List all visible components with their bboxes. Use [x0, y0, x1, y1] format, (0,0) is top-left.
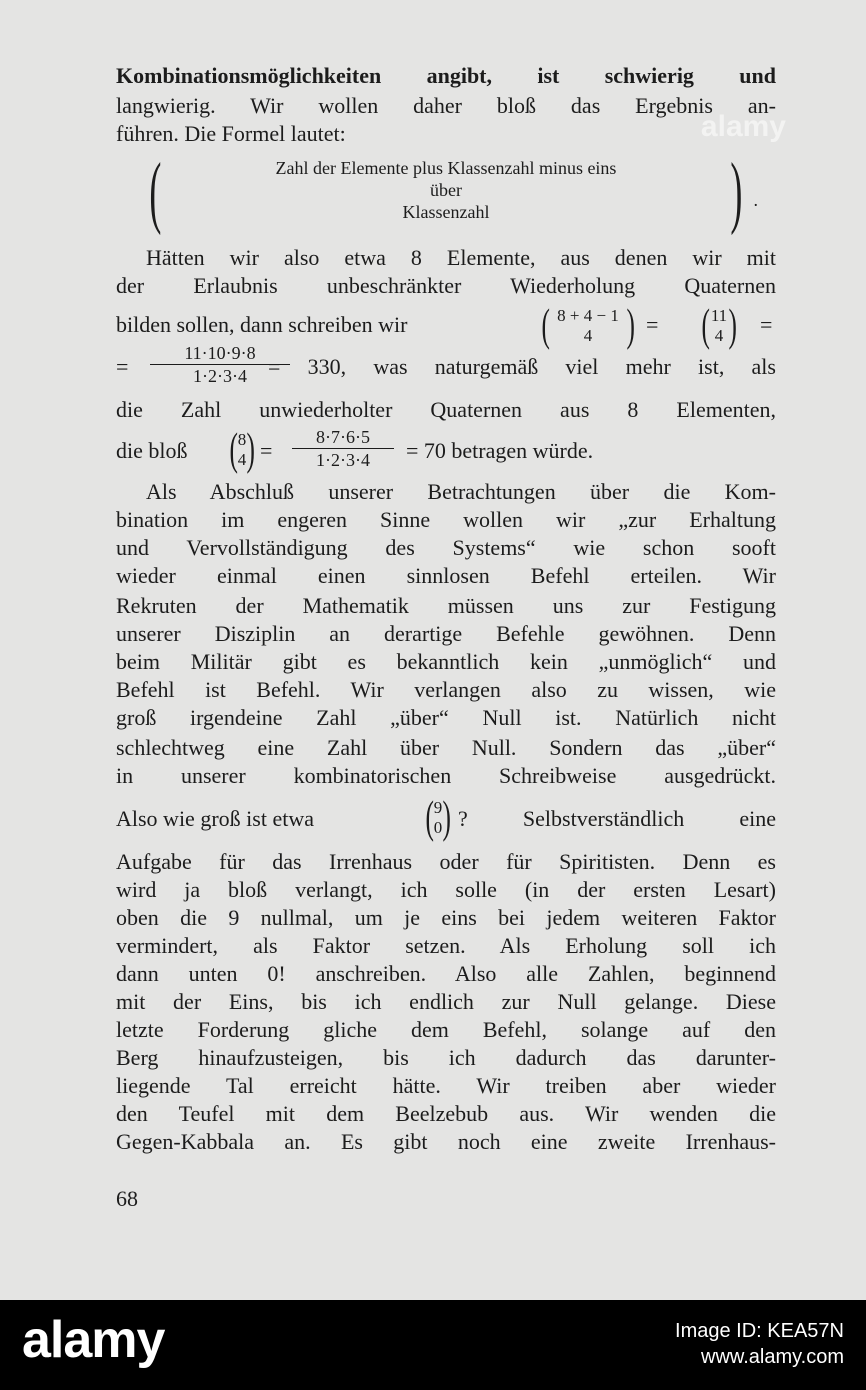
eq2-text: = 330, was naturgemäß viel mehr ist, als	[268, 354, 776, 379]
binomial-9-over-0: ( 9 0 )	[425, 791, 451, 842]
page-number: 68	[116, 1186, 138, 1211]
binomial-11-over-4: ( 11 4 )	[701, 299, 737, 350]
left-paren: (	[149, 148, 162, 236]
text-line: vermindert, als Faktor setzen. Als Erholung soll ich	[116, 933, 776, 958]
text-line: beim Militär gibt es bekanntlich kein „unmöglich“ und	[116, 649, 776, 674]
text-line: langwierig. Wir wollen daher bloß das Ergebnis an-	[116, 93, 776, 118]
binomial-8-over-4: ( 8 4 )	[229, 423, 255, 474]
image-id: Image ID: KEA57N	[675, 1320, 844, 1342]
eq1-text: bilden sollen, dann schreiben wir	[116, 312, 408, 337]
text-line: dann unten 0! anschreiben. Also alle Zahlen, beginnend	[116, 961, 776, 986]
text-line: wieder einmal einen sinnlosen Befehl erteilen. Wir	[116, 563, 776, 588]
eq4-text-end: ? Selbstverständlich eine	[458, 806, 776, 831]
equation-row-1	[116, 299, 776, 350]
text-line: schlechtweg eine Zahl über Null. Sondern das „über“	[116, 735, 776, 760]
formula-line-2: über	[430, 180, 462, 200]
text-line: Kombinationsmöglichkeiten angibt, ist schwierig und	[116, 63, 776, 88]
binom-top: 9	[433, 798, 443, 817]
formula-block	[149, 148, 758, 236]
text-line: den Teufel mit dem Beelzebub aus. Wir wenden die	[116, 1101, 776, 1126]
text-line: liegende Tal erreicht hätte. Wir treiben aber wieder	[116, 1073, 776, 1098]
text-line: letzte Forderung gliche dem Befehl, solange auf den	[116, 1017, 776, 1042]
equation-row-2	[116, 342, 776, 390]
binomial-8-4-1-over-4: ( 8 + 4 − 1 4 )	[541, 299, 635, 350]
fraction-numerator: 11·10·9·8	[150, 342, 290, 365]
equals-sign: =	[116, 354, 129, 379]
text-line: Hätten wir also etwa 8 Elemente, aus denen wir mit	[146, 245, 776, 270]
binom-bottom: 4	[714, 326, 724, 345]
binom-top: 11	[710, 306, 728, 325]
text-line: in unserer kombinatorischen Schreibweise ausgedrückt.	[116, 763, 776, 788]
binom-bottom: 4	[237, 450, 247, 469]
text-line: und Vervollständigung des Systems“ wie schon sooft	[116, 535, 776, 560]
image-id-block	[675, 1318, 844, 1370]
equals-sign: =	[260, 438, 273, 463]
alamy-logo: alamy	[22, 1311, 165, 1369]
text-line: unserer Disziplin an derartige Befehle gewöhnen. Denn	[116, 621, 776, 646]
equation-row-4	[116, 791, 776, 844]
binom-top: 8	[237, 430, 247, 449]
right-paren: )	[730, 148, 743, 236]
fraction-8-7-6-5	[292, 426, 394, 471]
watermark: alamy	[700, 110, 786, 143]
equals-sign: =	[760, 312, 773, 337]
eq4-text-start: Also wie groß ist etwa	[116, 806, 314, 831]
equation-row-3	[116, 423, 776, 474]
binom-bottom: 4	[583, 326, 593, 345]
text-line: der Erlaubnis unbeschränkter Wiederholung Quaternen	[116, 273, 776, 298]
binom-bottom: 0	[433, 818, 443, 837]
eq3-text-start: die bloß	[116, 438, 188, 463]
text-line: mit der Eins, bis ich endlich zur Null gelange. Diese	[116, 989, 776, 1014]
text-line: Befehl ist Befehl. Wir verlangen also zu wissen, wie	[116, 677, 776, 702]
text-line: die Zahl unwiederholter Quaternen aus 8 Elementen,	[116, 397, 776, 422]
binom-top: 8 + 4 − 1	[557, 306, 619, 325]
text-line: führen. Die Formel lautet:	[116, 121, 346, 146]
text-line: oben die 9 nullmal, um je eins bei jedem weiteren Faktor	[116, 905, 776, 930]
text-line: bination im engeren Sinne wollen wir „zur Erhaltung	[116, 507, 776, 532]
equals-sign: =	[646, 312, 659, 337]
site-url: www.alamy.com	[701, 1346, 844, 1368]
text-line: Aufgabe für das Irrenhaus oder für Spiritisten. Denn es	[116, 849, 776, 874]
eq3-text-end: = 70 betragen würde.	[406, 438, 594, 463]
fraction-denominator: 1·2·3·4	[193, 366, 247, 386]
text-line: Rekruten der Mathematik müssen uns zur Festigung	[116, 593, 776, 618]
text-line: Als Abschluß unserer Betrachtungen über die Kom-	[146, 479, 776, 504]
text-line: Gegen-Kabbala an. Es gibt noch eine zweite Irrenhaus-	[116, 1129, 776, 1154]
text-line: Berg hinaufzusteigen, bis ich dadurch das darunter-	[116, 1045, 776, 1070]
formula-line-3: Klassenzahl	[402, 202, 490, 222]
fraction-numerator: 8·7·6·5	[292, 426, 394, 449]
text-line: wird ja bloß verlangt, ich solle (in der ersten Lesart)	[116, 877, 776, 902]
text-line: groß irgendeine Zahl „über“ Null ist. Natürlich nicht	[116, 705, 776, 730]
formula-period: .	[753, 190, 758, 210]
formula-line-1: Zahl der Elemente plus Klassenzahl minus eins	[275, 158, 617, 178]
fraction-denominator: 1·2·3·4	[316, 450, 370, 470]
